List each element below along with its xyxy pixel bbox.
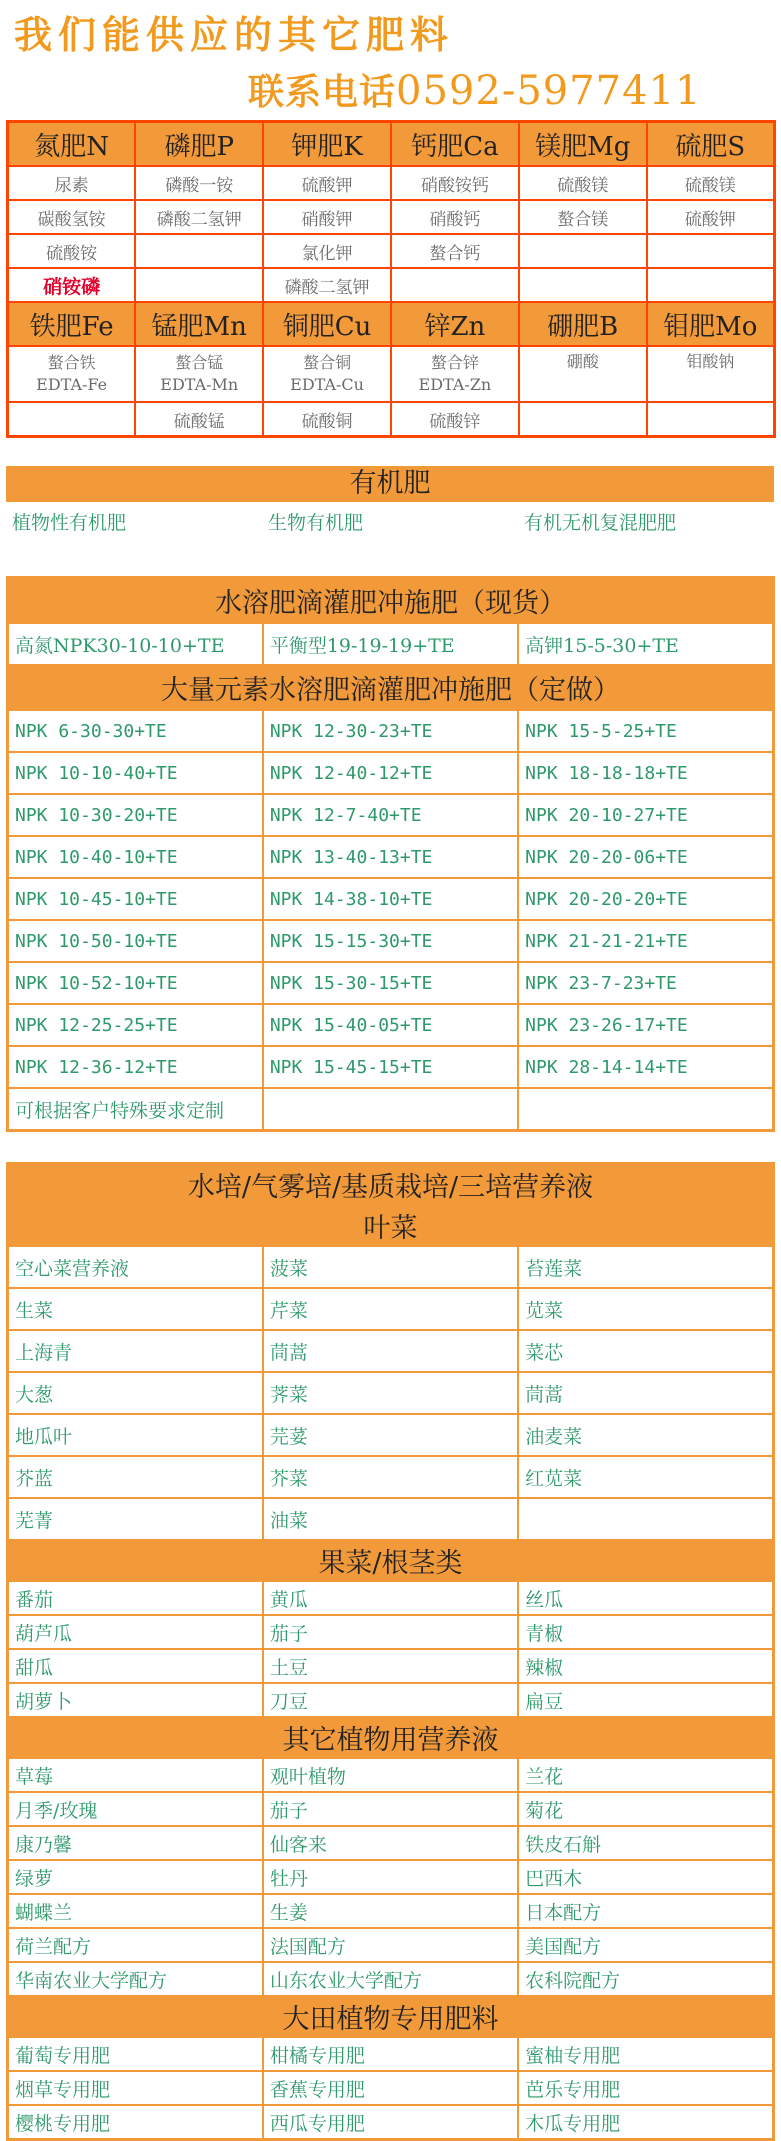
- table-cell: NPK 23-26-17+TE: [518, 1004, 773, 1046]
- table-cell: 扁豆: [518, 1683, 773, 1717]
- field-crops-section-header: 大田植物专用肥料: [8, 1996, 774, 2037]
- table-cell: NPK 13-40-13+TE: [263, 836, 518, 878]
- table-cell: 烟草专用肥: [8, 2071, 263, 2105]
- table-row: [8, 1288, 774, 1330]
- table-cell: NPK 10-50-10+TE: [8, 920, 263, 962]
- table-cell: 螯合锌 EDTA-Zn: [391, 346, 519, 402]
- table-cell: [519, 234, 647, 268]
- table-cell: NPK 18-18-18+TE: [518, 752, 773, 794]
- table-cell: 硫酸铵: [8, 234, 136, 268]
- table-cell: 辣椒: [518, 1649, 773, 1683]
- table-row: [8, 1088, 774, 1131]
- table-row: [8, 1758, 774, 1792]
- table-cell: 牡丹: [263, 1860, 518, 1894]
- table-cell: 苋菜: [518, 1288, 773, 1330]
- table-cell: 山东农业大学配方: [263, 1962, 518, 1996]
- table-header-cell: 钙肥Ca: [391, 122, 519, 167]
- table-header-cell: 铁肥Fe: [8, 302, 136, 346]
- table-cell: 茄子: [263, 1792, 518, 1826]
- nutrient-section-header: 水培/气雾培/基质栽培/三培营养液: [8, 1164, 774, 1206]
- table-cell: 油菜: [263, 1498, 518, 1540]
- table-row: [8, 2105, 774, 2140]
- table-cell: [263, 1088, 518, 1131]
- table-cell: [518, 1498, 773, 1540]
- table-cell: 磷酸二氢钾: [135, 200, 263, 234]
- custom-section-header: 大量元素水溶肥滴灌肥冲施肥（定做）: [8, 665, 774, 710]
- other-plants-section-header: 其它植物用营养液: [8, 1717, 774, 1758]
- table-row: [8, 752, 774, 794]
- table-cell: NPK 6-30-30+TE: [8, 710, 263, 752]
- table-row: [8, 268, 775, 302]
- element-fertilizer-table: [6, 120, 776, 438]
- table-cell: NPK 14-38-10+TE: [263, 878, 518, 920]
- contact-phone: [248, 64, 701, 115]
- table-row: [8, 710, 774, 752]
- table-cell: 螯合铁 EDTA-Fe: [8, 346, 136, 402]
- table-cell: 螯合钙: [391, 234, 519, 268]
- table-row: [8, 1615, 774, 1649]
- table-cell: 绿萝: [8, 1860, 263, 1894]
- table-cell: NPK 10-45-10+TE: [8, 878, 263, 920]
- table-row: [8, 234, 775, 268]
- table-row: [8, 623, 774, 665]
- table-cell: 荠菜: [263, 1372, 518, 1414]
- table-row: [8, 878, 774, 920]
- table-header-cell: 氮肥N: [8, 122, 136, 167]
- table-cell: 法国配方: [263, 1928, 518, 1962]
- organic-item: 有机无机复混肥肥: [524, 512, 677, 534]
- table-row: [8, 2037, 774, 2071]
- table-cell: [647, 268, 775, 302]
- table-cell: 高氮NPK30-10-10+TE: [8, 623, 263, 665]
- table-cell: [135, 234, 263, 268]
- table-cell: [8, 402, 136, 437]
- header-row: [8, 302, 775, 346]
- table-cell: NPK 15-30-15+TE: [263, 962, 518, 1004]
- table-header-cell: 镁肥Mg: [519, 122, 647, 167]
- table-row: [8, 346, 775, 402]
- table-cell: 西瓜专用肥: [263, 2105, 518, 2140]
- table-cell: 仙客来: [263, 1826, 518, 1860]
- table-cell: 硫酸铜: [263, 402, 391, 437]
- table-cell: [135, 268, 263, 302]
- table-row: [8, 1414, 774, 1456]
- table-cell: 芥菜: [263, 1456, 518, 1498]
- table-cell: [519, 268, 647, 302]
- table-cell: 葫芦瓜: [8, 1615, 263, 1649]
- table-cell: 番茄: [8, 1581, 263, 1615]
- table-cell: NPK 20-20-06+TE: [518, 836, 773, 878]
- highlight-cell: 硝铵磷: [8, 268, 136, 302]
- table-cell: 土豆: [263, 1649, 518, 1683]
- table-row: [8, 1894, 774, 1928]
- table-header-cell: 钼肥Mo: [647, 302, 775, 346]
- table-cell: NPK 20-10-27+TE: [518, 794, 773, 836]
- table-cell: 菜芯: [518, 1330, 773, 1372]
- page-title: 我们能供应的其它肥料: [14, 13, 455, 57]
- table-cell: 硫酸镁: [519, 166, 647, 200]
- table-row: [8, 166, 775, 200]
- table-row: [8, 200, 775, 234]
- table-cell: [519, 402, 647, 437]
- table-cell: 高钾15-5-30+TE: [518, 623, 773, 665]
- table-cell: 芫荽: [263, 1414, 518, 1456]
- table-cell: 葡萄专用肥: [8, 2037, 263, 2071]
- table-cell: NPK 12-40-12+TE: [263, 752, 518, 794]
- table-cell: 巴西木: [518, 1860, 773, 1894]
- table-cell: NPK 21-21-21+TE: [518, 920, 773, 962]
- table-cell: 蜜柚专用肥: [518, 2037, 773, 2071]
- table-cell: 苔莲菜: [518, 1246, 773, 1288]
- table-cell: 甜瓜: [8, 1649, 263, 1683]
- table-cell: 芥蓝: [8, 1456, 263, 1498]
- table-cell: 荷兰配方: [8, 1928, 263, 1962]
- table-row: [8, 794, 774, 836]
- phone-label: 联系电话: [248, 71, 397, 113]
- table-cell: NPK 15-40-05+TE: [263, 1004, 518, 1046]
- table-cell: 农科院配方: [518, 1962, 773, 1996]
- table-cell: 芭乐专用肥: [518, 2071, 773, 2105]
- table-cell: 黄瓜: [263, 1581, 518, 1615]
- table-row: [8, 1683, 774, 1717]
- table-row: [8, 1004, 774, 1046]
- table-cell: 油麦菜: [518, 1414, 773, 1456]
- table-header-cell: 锌Zn: [391, 302, 519, 346]
- table-cell: 草莓: [8, 1758, 263, 1792]
- table-cell: NPK 28-14-14+TE: [518, 1046, 773, 1088]
- leafy-section-header: 叶菜: [8, 1205, 774, 1246]
- table-cell: 硝酸钙: [391, 200, 519, 234]
- table-cell: NPK 15-15-30+TE: [263, 920, 518, 962]
- table-cell: [647, 402, 775, 437]
- table-cell: NPK 20-20-20+TE: [518, 878, 773, 920]
- table-header-cell: 钾肥K: [263, 122, 391, 167]
- table-cell: 月季/玫瑰: [8, 1792, 263, 1826]
- table-cell: NPK 10-30-20+TE: [8, 794, 263, 836]
- table-cell: 磷酸二氢钾: [263, 268, 391, 302]
- table-row: [8, 2071, 774, 2105]
- table-cell: 茼蒿: [263, 1330, 518, 1372]
- table-row: [8, 1826, 774, 1860]
- table-cell: 康乃馨: [8, 1826, 263, 1860]
- table-cell: 碳酸氢铵: [8, 200, 136, 234]
- table-cell: 茄子: [263, 1615, 518, 1649]
- table-cell: 生菜: [8, 1288, 263, 1330]
- table-cell: 华南农业大学配方: [8, 1962, 263, 1996]
- table-cell: NPK 12-36-12+TE: [8, 1046, 263, 1088]
- table-cell: 生姜: [263, 1894, 518, 1928]
- table-cell: NPK 12-30-23+TE: [263, 710, 518, 752]
- table-header-cell: 铜肥Cu: [263, 302, 391, 346]
- organic-item: 植物性有机肥: [12, 512, 127, 534]
- table-row: [8, 1330, 774, 1372]
- table-cell: NPK 15-5-25+TE: [518, 710, 773, 752]
- table-cell: 硝酸钾: [263, 200, 391, 234]
- table-header-cell: 磷肥P: [135, 122, 263, 167]
- table-cell: 硫酸锰: [135, 402, 263, 437]
- table-cell: 钼酸钠: [647, 346, 775, 402]
- table-row: [8, 1046, 774, 1088]
- table-cell: NPK 10-52-10+TE: [8, 962, 263, 1004]
- table-cell: 尿素: [8, 166, 136, 200]
- table-cell: 胡萝卜: [8, 1683, 263, 1717]
- table-cell: 硫酸钾: [647, 200, 775, 234]
- table-cell: NPK 12-25-25+TE: [8, 1004, 263, 1046]
- table-cell: 观叶植物: [263, 1758, 518, 1792]
- table-header-cell: 硫肥S: [647, 122, 775, 167]
- table-row: [8, 402, 775, 437]
- table-row: [8, 836, 774, 878]
- nutrient-solution-table: [6, 1162, 775, 2141]
- table-cell: 茼蒿: [518, 1372, 773, 1414]
- table-cell: 美国配方: [518, 1928, 773, 1962]
- table-cell: 硼酸: [519, 346, 647, 402]
- table-row: [8, 1372, 774, 1414]
- table-header-cell: 锰肥Mn: [135, 302, 263, 346]
- table-cell: 空心菜营养液: [8, 1246, 263, 1288]
- stock-section-header: 水溶肥滴灌肥冲施肥（现货）: [8, 578, 774, 624]
- table-cell: 刀豆: [263, 1683, 518, 1717]
- custom-order-note: 可根据客户特殊要求定制: [8, 1088, 263, 1131]
- table-cell: 芜菁: [8, 1498, 263, 1540]
- table-row: [8, 1649, 774, 1683]
- table-cell: 青椒: [518, 1615, 773, 1649]
- water-soluble-fertilizer-table: [6, 576, 775, 1132]
- header-row: [8, 122, 775, 167]
- table-row: [8, 920, 774, 962]
- table-cell: 菠菜: [263, 1246, 518, 1288]
- table-cell: 丝瓜: [518, 1581, 773, 1615]
- table-cell: 铁皮石斛: [518, 1826, 773, 1860]
- table-row: [8, 1860, 774, 1894]
- table-row: [8, 962, 774, 1004]
- table-cell: 香蕉专用肥: [263, 2071, 518, 2105]
- table-row: [8, 1246, 774, 1288]
- table-cell: [647, 234, 775, 268]
- table-cell: 蝴蝶兰: [8, 1894, 263, 1928]
- table-cell: 菊花: [518, 1792, 773, 1826]
- table-cell: 地瓜叶: [8, 1414, 263, 1456]
- table-row: [8, 1962, 774, 1996]
- organic-item: 生物有机肥: [268, 512, 364, 534]
- table-cell: 螯合镁: [519, 200, 647, 234]
- table-cell: 柑橘专用肥: [263, 2037, 518, 2071]
- table-cell: 大葱: [8, 1372, 263, 1414]
- table-cell: NPK 23-7-23+TE: [518, 962, 773, 1004]
- table-cell: NPK 10-40-10+TE: [8, 836, 263, 878]
- table-cell: [518, 1088, 773, 1131]
- table-cell: 硫酸锌: [391, 402, 519, 437]
- table-cell: NPK 10-10-40+TE: [8, 752, 263, 794]
- table-cell: NPK 15-45-15+TE: [263, 1046, 518, 1088]
- table-cell: 上海青: [8, 1330, 263, 1372]
- table-row: [8, 1928, 774, 1962]
- table-cell: 螯合铜 EDTA-Cu: [263, 346, 391, 402]
- table-cell: 兰花: [518, 1758, 773, 1792]
- table-cell: NPK 12-7-40+TE: [263, 794, 518, 836]
- fruit-section-header: 果菜/根茎类: [8, 1540, 774, 1581]
- table-header-cell: 硼肥B: [519, 302, 647, 346]
- phone-number: 0592-5977411: [396, 68, 702, 114]
- table-cell: 硫酸钾: [263, 166, 391, 200]
- table-cell: 红苋菜: [518, 1456, 773, 1498]
- table-cell: 磷酸一铵: [135, 166, 263, 200]
- table-cell: 日本配方: [518, 1894, 773, 1928]
- table-cell: [391, 268, 519, 302]
- table-row: [8, 1792, 774, 1826]
- organic-section-header: 有机肥: [6, 466, 774, 502]
- table-cell: 芹菜: [263, 1288, 518, 1330]
- table-cell: 氯化钾: [263, 234, 391, 268]
- table-row: [8, 1581, 774, 1615]
- table-cell: 螯合锰 EDTA-Mn: [135, 346, 263, 402]
- table-cell: 硫酸镁: [647, 166, 775, 200]
- table-cell: 樱桃专用肥: [8, 2105, 263, 2140]
- table-cell: 平衡型19-19-19+TE: [263, 623, 518, 665]
- table-cell: 木瓜专用肥: [518, 2105, 773, 2140]
- table-row: [8, 1498, 774, 1540]
- table-row: [8, 1456, 774, 1498]
- table-cell: 硝酸铵钙: [391, 166, 519, 200]
